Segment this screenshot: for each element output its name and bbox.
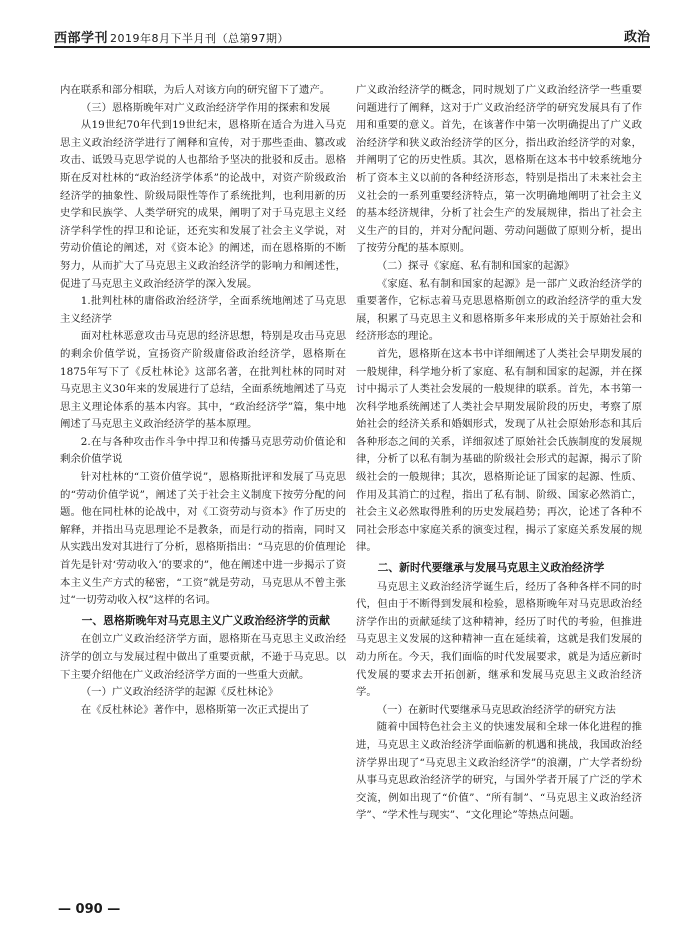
paragraph: 内在联系和部分相联，为后人对该方向的研究留下了遗产。 [60, 84, 331, 96]
paragraph: 面对杜林恶意攻击马克思的经济思想，特别是攻击马克思的剩余价值学说，宣扬资产阶级庸俗政治经济学，恩格斯在1875年写下了《反杜林论》这部名著，在批判杜林的同时对马克思主义30年来的发展进行了总结，全面系统地阐述了马克思主义理论体系的基本内容。其中，“政治经济学”篇，集中地阐述了马克思主义政治经济学的基本原理。 [60, 330, 346, 431]
section-heading: 一、恩格斯晚年对马克思主义广义政治经济学的贡献 [81, 613, 330, 627]
paragraph: 首先，恩格斯在这本书中详细阐述了人类社会早期发展的一般规律，科学地分析了家庭、私有制和国家的起源，并在探讨中揭示了人类社会发展的一般规律的联系。首先，本书第一次科学地系统阐述了人类社会早期发展阶段的历史，考察了原始社会的经济关系和婚姻形式，发现了从社会原始形态和其后各种形态之间的关系，详细叙述了原始社会氏族制度的发展规律，分析了以私有制为基础的阶级社会形式的起源，揭示了阶级社会的一般规律；其次，恩格斯论证了国家的起源、性质、作用及其消亡的过程，指出了私有制、阶级、国家必然消亡，社会主义必然取得胜利的历史发展趋势；再次，论述了各种不同社会形态中家庭关系的演变过程，揭示了家庭关系发展的规律。 [356, 347, 642, 554]
section-heading: 二、新时代要继承与发展马克思主义政治经济学 [377, 561, 605, 575]
right-column [356, 82, 642, 887]
paragraph: 《家庭、私有制和国家的起源》是一部广义政治经济学的重要著作，它标志着马克思恩格斯创立的政治经济学的重大发展，积累了马克思主义和恩格斯多年来形成的关于原始社会和经济形态的理论。 [356, 277, 642, 343]
issue-info: 2019年8月下半月刊（总第97期） [110, 32, 290, 45]
journal-name: 西部学刊 [54, 31, 109, 46]
left-column [60, 82, 346, 887]
running-header [54, 24, 650, 48]
paragraph: 从19世纪70年代到19世纪末，恩格斯在适合为进入马克思主义政治经济学进行了阐释和宣传，对于那些歪曲、篡改或攻击、诋毁马克思学说的人也都给予坚决的批驳和反击。恩格斯在反对杜林的“政治经济学体系”的论战中，对资产阶级政治经济学的抽象性、阶级局限性等作了系统批判，也利用新的历史学和民族学、人类学研究的成果，阐明了对于马克思主义经济学科学性的捍卫和论证，还充实和发展了社会主义学说，对劳动价值论的阐述，对《资本论》的阐述，而在恩格斯的不断努力，从而扩大了马克思主义政治经济学的影响力和阐述性，促进了马克思主义政治经济学的深入发展。 [60, 119, 346, 290]
paragraph: 2.在与各种攻击作斗争中捍卫和传播马克思劳动价值论和剩余价值学说 [60, 435, 346, 466]
section-heading: （三）恩格斯晚年对广义政治经济学作用的探索和发展 [80, 101, 331, 114]
paragraph: 在《反杜林论》著作中，恩格斯第一次正式提出了 [80, 703, 310, 716]
section-heading: （一）在新时代要继承马克思政治经济学的研究方法 [376, 703, 616, 716]
paragraph: 1.批判杜林的庸俗政治经济学，全面系统地阐述了马克思主义经济学 [60, 295, 346, 325]
paragraph: 针对杜林的“工资价值学说”，恩格斯批评和发展了马克思的“劳动价值学说”，阐述了关于社会主义制度下按劳分配的问题。他在同杜林的论战中，对《工资劳动与资本》作了历史的解释，并指出马克思理论不是教条，而是行动的指南，同时又从实践出发对其进行了分析，恩格斯指出：“马克思的价值理论首先是针对‘劳动收入’的要求的”，他在阐述中进一步揭示了资本主义生产方式的秘密，“工资”就是劳动，马克思从不曾主张过“一切劳动收入权”这样的名词。 [60, 471, 346, 607]
paragraph: 随着中国特色社会主义的快速发展和全球一体化进程的推进，马克思主义政治经济学面临新的机遇和挑战，我国政治经济学界出现了“马克思主义政治经济学”的浪潮，广大学者纷纷从事马克思政治经济学的研究，与国外学者开展了广泛的学术交流，例如出现了“价值”、“所有制”、“马克思主义政治经济学”、“学术性与现实”、“文化理论”等热点问题。 [356, 721, 642, 822]
paragraph: 在创立广义政治经济学方面，恩格斯在马克思主义政治经济学的创立与发展过程中做出了重要贡献，不逊于马克思。以下主要介绍他在广义政治经济学方面的一些重大贡献。 [60, 633, 346, 681]
page-number: — 090 — [58, 902, 121, 917]
journal-info [54, 27, 289, 46]
paragraph: 广义政治经济学的概念，同时规划了广义政治经济学一些重要问题进行了阐释，这对于广义政治经济学的研究发展具有了作用和重要的意义。首先，在该著作中第一次明确提出了广义政治经济学和狭义政治经济学的区分，指出政治经济学的对象，并阐明了它的历史性质。其次，恩格斯在这本书中较系统地分析了资本主义以前的各种经济形态，特别是指出了未来社会主义社会的一系列重要经济特点，第一次明确地阐明了社会主义的基本经济规律，分析了社会生产的发展规律，指出了社会主义生产的目的，并对分配问题、劳动问题做了原则分析，提出了按劳分配的基本原则。 [356, 84, 642, 255]
section-heading: （一）广义政治经济学的起源《反杜林论》 [80, 686, 279, 699]
paragraph: 马克思主义政治经济学诞生后，经历了各种各样不同的时代，但由于不断得到发展和检验，恩格斯晚年对马克思政治经济学作出的贡献延续了这种精神，经历了时代的考验，但推进马克思主义发展的这种精神一直在延续着，这就是我们发展的动力所在。今天，我们面临的时代发展要求，就是为适应新时代发展的要求去开拓创新，继承和发展马克思主义政治经济学。 [356, 580, 642, 699]
section-heading: （二）探寻《家庭、私有制和国家的起源》 [376, 259, 575, 272]
section-label: 政治 [623, 30, 650, 45]
